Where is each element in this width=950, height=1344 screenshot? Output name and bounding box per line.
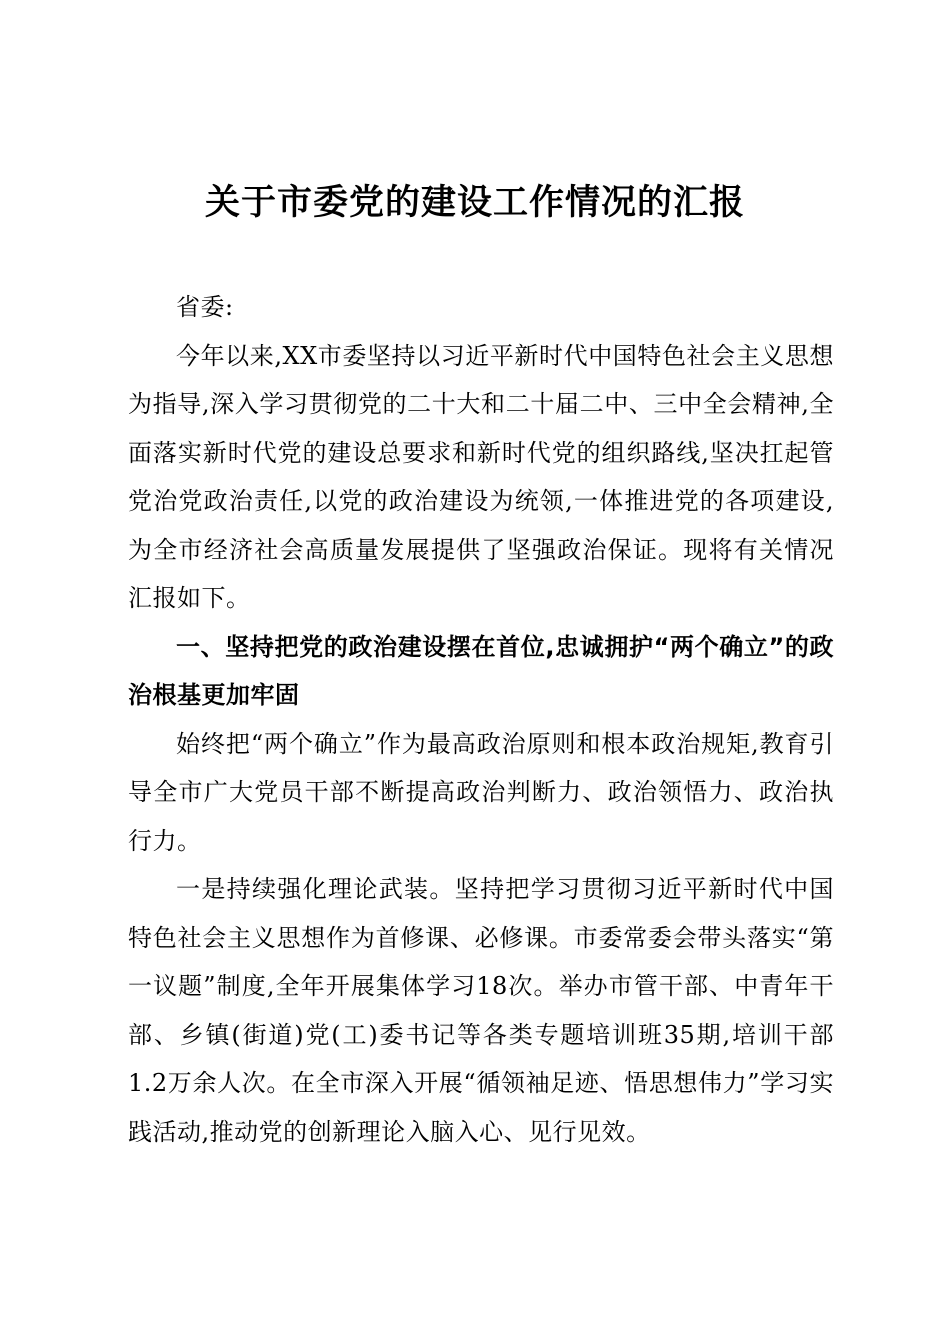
document-body: [128, 283, 834, 1156]
section-heading-1: 一、坚持把党的政治建设摆在首位,忠诚拥护“两个确立”的政治根基更加牢固: [128, 632, 834, 709]
salutation: 省委:: [176, 293, 234, 321]
section-1-summary-paragraph: 始终把“两个确立”作为最高政治原则和根本政治规矩,教育引导全市广大党员干部不断提高政治判断力、政治领悟力、政治执行力。: [128, 729, 834, 855]
section-1-item-1-paragraph: 一是持续强化理论武装。坚持把学习贯彻习近平新时代中国特色社会主义思想作为首修课、必修课。市委常委会带头落实“第一议题”制度,全年开展集体学习18次。举办市管干部、中青年干部、乡镇(街道)党(工)委书记等各类专题培训班35期,培训干部1.2万余人次。在全市深入开展“循领袖足迹、悟思想伟力”学习实践活动,推动党的创新理论入脑入心、见行见效。: [128, 875, 834, 1146]
intro-paragraph: 今年以来,XX市委坚持以习近平新时代中国特色社会主义思想为指导,深入学习贯彻党的二十大和二十届二中、三中全会精神,全面落实新时代党的建设总要求和新时代党的组织路线,坚决扛起管党治党政治责任,以党的政治建设为统领,一体推进党的各项建设,为全市经济社会高质量发展提供了坚强政治保证。现将有关情况汇报如下。: [128, 341, 834, 612]
document-title: 关于市委党的建设工作情况的汇报: [204, 182, 745, 223]
